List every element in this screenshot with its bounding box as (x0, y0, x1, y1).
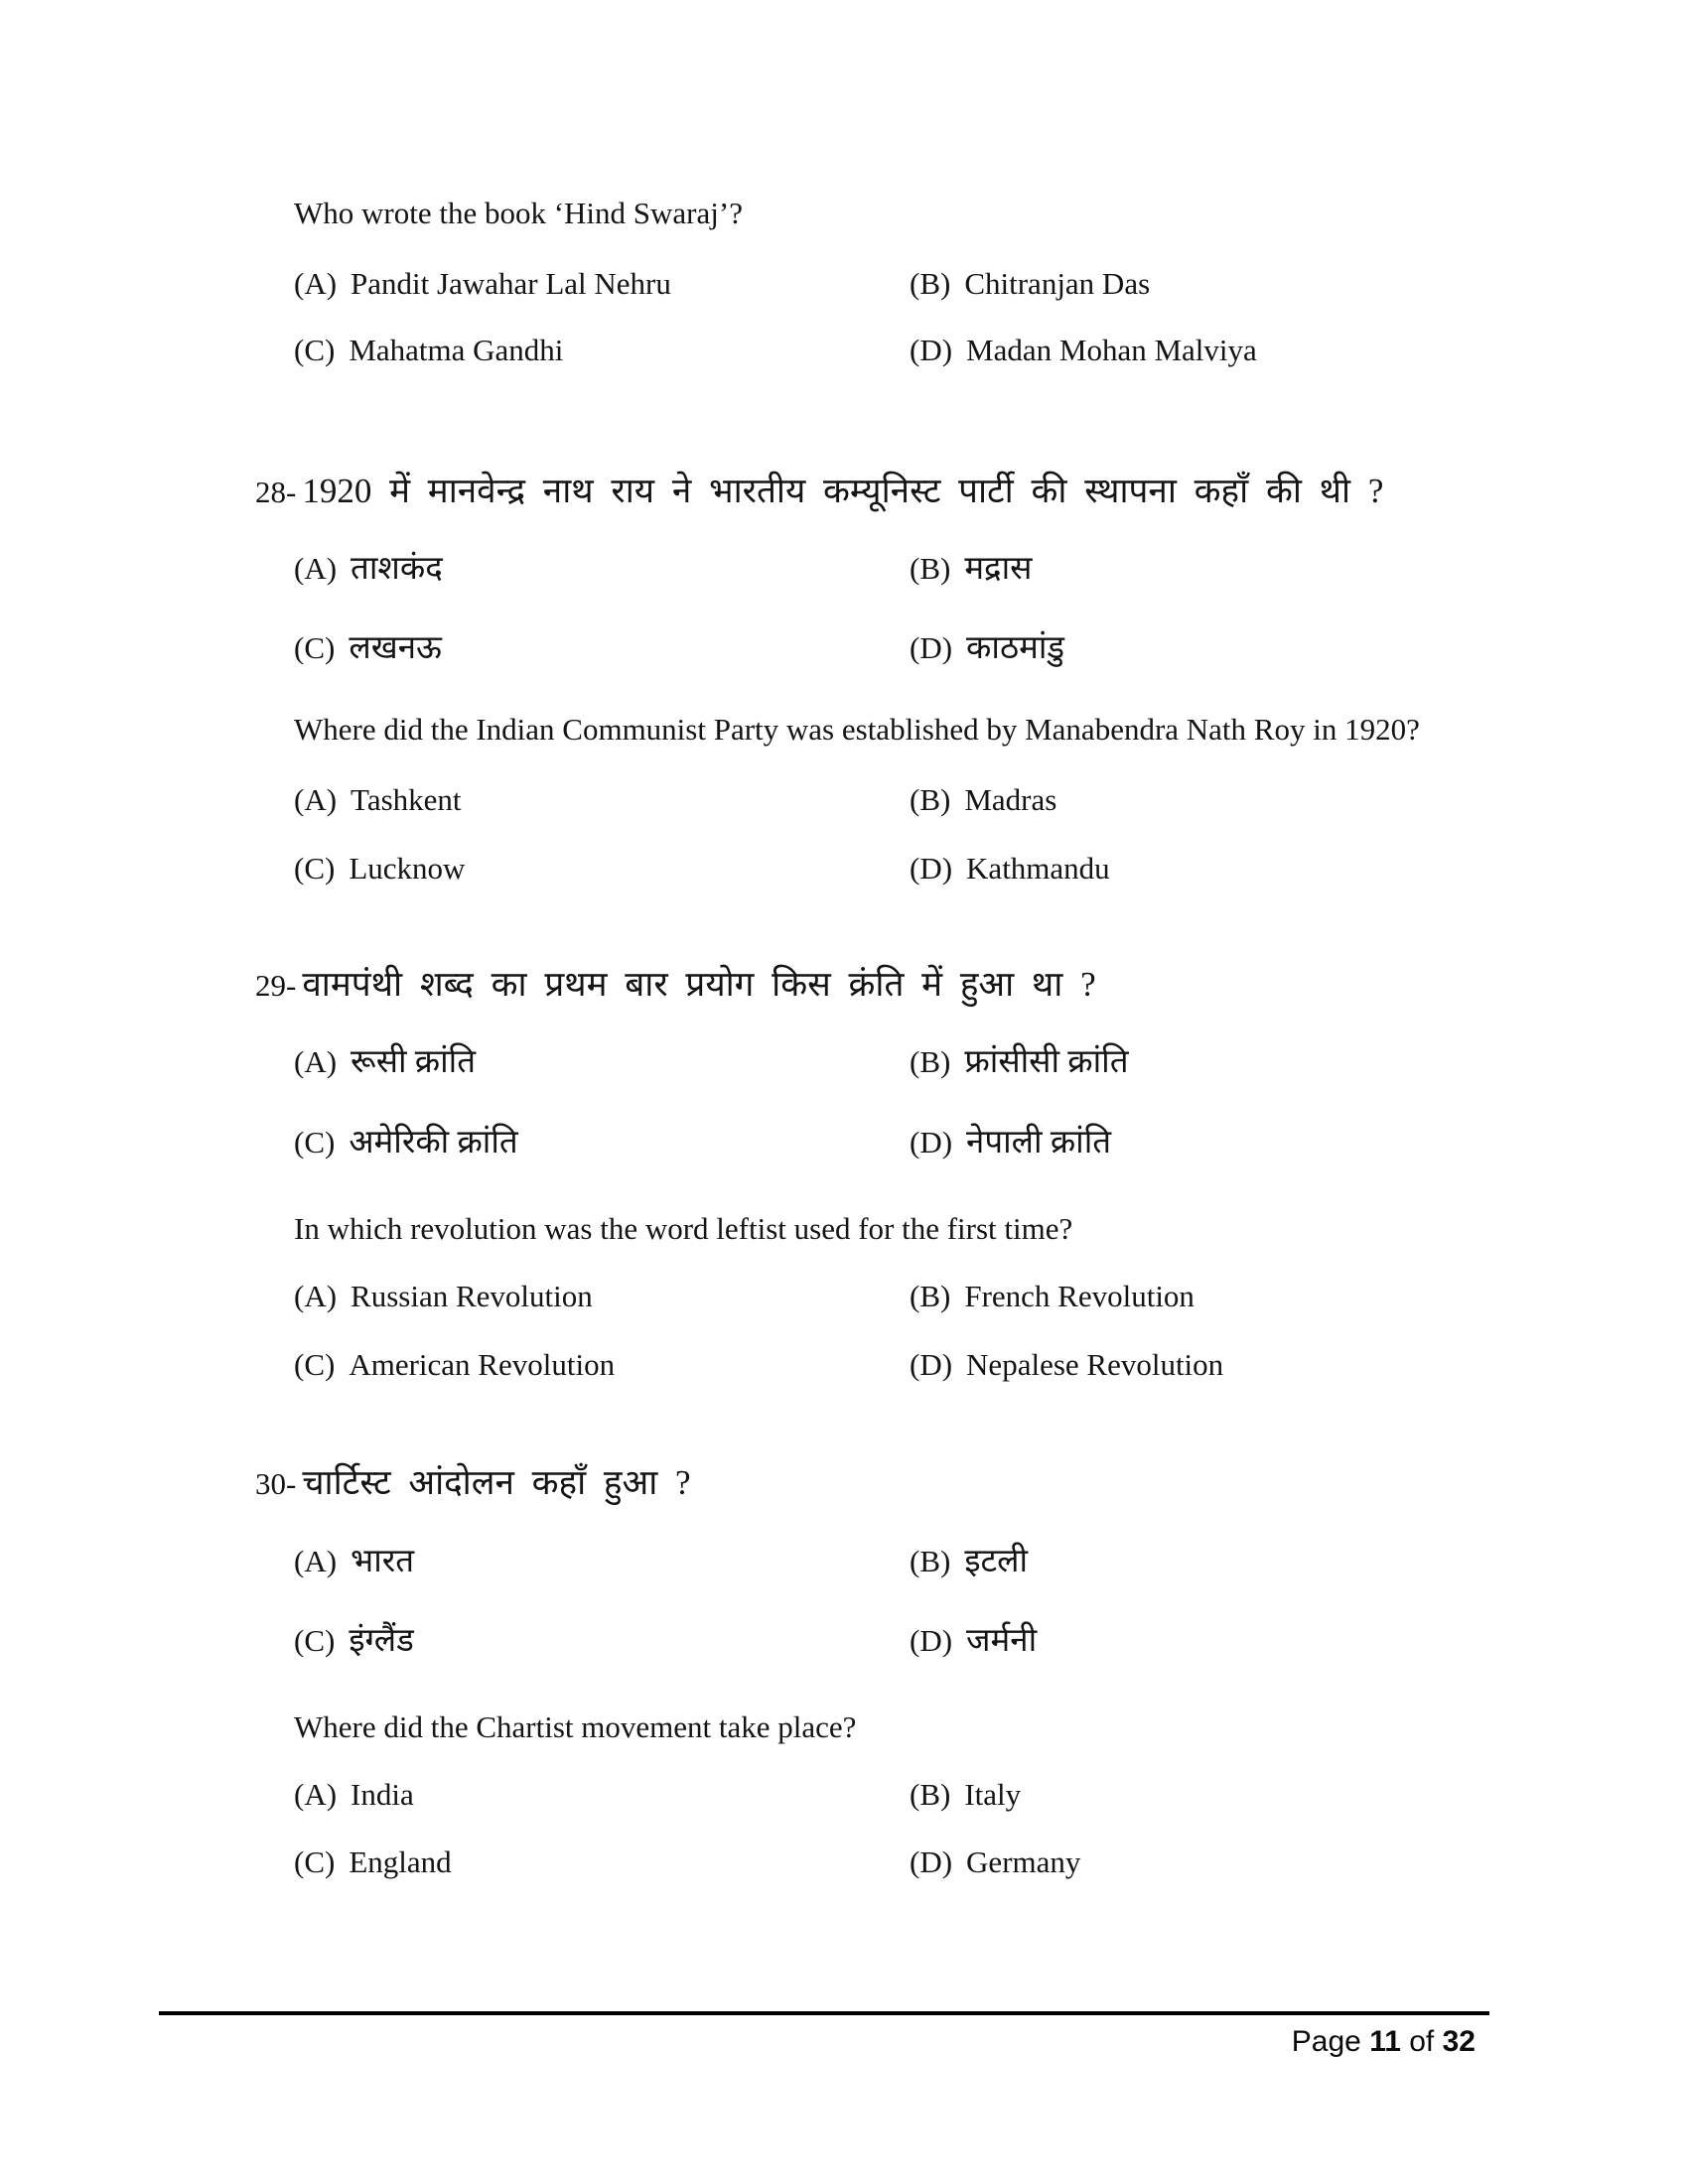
option-text: नेपाली क्रांति (966, 1125, 1112, 1160)
question-30-hindi-line (255, 1461, 691, 1505)
option-text: लखनऊ (349, 630, 442, 666)
question-29-hindi-option-a (294, 1042, 476, 1083)
question-29-hindi-option-c (294, 1123, 518, 1163)
option-text: Russian Revolution (351, 1279, 593, 1313)
footer-divider (159, 2011, 1489, 2015)
option-text: काठमांडु (966, 630, 1065, 666)
option-label-b: (B) (910, 782, 951, 817)
option-label-a: (A) (294, 1777, 338, 1812)
option-label-d: (D) (910, 630, 953, 665)
option-text: Madras (964, 782, 1057, 817)
option-label-b: (B) (910, 1279, 951, 1313)
option-text: Pandit Jawahar Lal Nehru (351, 266, 671, 301)
option-label-a: (A) (294, 1544, 338, 1578)
option-text: American Revolution (349, 1347, 616, 1382)
question-27-english-option-d (910, 332, 1257, 370)
option-label-a: (A) (294, 1279, 338, 1313)
option-label-b: (B) (910, 1044, 951, 1079)
question-29-english-option-d (910, 1346, 1223, 1385)
question-29-hindi-option-b (910, 1042, 1129, 1083)
question-30-hindi-option-b (910, 1542, 1028, 1582)
question-28-hindi-option-a (294, 549, 443, 590)
option-text: India (351, 1777, 414, 1812)
option-label-d: (D) (910, 851, 953, 886)
option-text: इटली (964, 1544, 1029, 1579)
footer-total-pages: 32 (1442, 2025, 1476, 2058)
option-text: French Revolution (964, 1279, 1195, 1313)
option-label-c: (C) (294, 1844, 336, 1879)
option-text: Nepalese Revolution (966, 1347, 1224, 1382)
option-label-c: (C) (294, 1623, 336, 1658)
footer-page-number: 11 (1369, 2025, 1401, 2058)
question-29-hindi-option-d (910, 1123, 1111, 1163)
option-text: रूसी क्रांति (351, 1044, 477, 1080)
question-29-hindi-text: वामपंथी शब्द का प्रथम बार प्रयोग किस क्रंति में हुआ था ? (302, 965, 1096, 1004)
option-label-b: (B) (910, 1777, 951, 1812)
question-28-hindi-option-b (910, 549, 1032, 590)
option-label-d: (D) (910, 1844, 953, 1879)
option-label-d: (D) (910, 1125, 953, 1160)
question-29-english-option-c (294, 1346, 615, 1385)
option-label-d: (D) (910, 1347, 953, 1382)
footer-of-word: of (1409, 2025, 1435, 2058)
question-29-english-option-a (294, 1278, 593, 1316)
question-28-english-text: Where did the Indian Communist Party was established by Manabendra Nath Roy in 1920? (294, 712, 1420, 747)
footer-page-word: Page (1291, 2025, 1361, 2058)
option-text: जर्मनी (966, 1623, 1038, 1659)
question-28-hindi-text: 1920 में मानवेन्द्र नाथ राय ने भारतीय कम्यूनिस्ट पार्टी की स्थापना कहाँ की थी ? (302, 472, 1384, 510)
question-30-english-option-d (910, 1843, 1080, 1882)
option-text: England (349, 1844, 452, 1879)
question-28-english-option-a (294, 781, 462, 820)
option-text: मद्रास (964, 551, 1033, 587)
question-27-english-option-b (910, 265, 1150, 304)
option-label-c: (C) (294, 1347, 336, 1382)
question-27-english-text: Who wrote the book ‘Hind Swaraj’? (294, 196, 743, 230)
question-30-english-option-c (294, 1843, 452, 1882)
option-text: भारत (351, 1544, 415, 1579)
option-label-d: (D) (910, 1623, 953, 1658)
option-text: Lucknow (349, 851, 466, 886)
question-29-hindi-line (255, 963, 1096, 1007)
question-30-hindi-option-d (910, 1621, 1037, 1662)
option-label-b: (B) (910, 551, 951, 586)
question-30-english-option-b (910, 1776, 1021, 1815)
option-label-c: (C) (294, 333, 336, 367)
option-text: Tashkent (351, 782, 462, 817)
question-30-hindi-text: चार्टिस्ट आंदोलन कहाँ हुआ ? (302, 1463, 691, 1502)
option-label-a: (A) (294, 1044, 338, 1079)
option-text: Mahatma Gandhi (349, 333, 564, 367)
question-29-english-text: In which revolution was the word leftist used for the first time? (294, 1211, 1073, 1246)
option-text: Chitranjan Das (964, 266, 1151, 301)
question-28-hindi-option-d (910, 628, 1064, 669)
option-text: Kathmandu (966, 851, 1110, 886)
question-30-english-text: Where did the Chartist movement take place? (294, 1709, 857, 1744)
question-29-number: 29- (255, 968, 297, 1003)
option-label-d: (D) (910, 333, 953, 367)
option-label-a: (A) (294, 266, 338, 301)
option-text: फ्रांसीसी क्रांति (964, 1044, 1129, 1080)
question-28-english-option-d (910, 850, 1110, 888)
option-text: अमेरिकी क्रांति (349, 1125, 518, 1160)
option-label-c: (C) (294, 851, 336, 886)
option-text: Italy (964, 1777, 1022, 1812)
question-30-hindi-option-c (294, 1621, 414, 1662)
page-footer (159, 2025, 1476, 2059)
question-29-english-option-b (910, 1278, 1195, 1316)
option-label-c: (C) (294, 630, 336, 665)
question-30-number: 30- (255, 1466, 297, 1501)
option-label-a: (A) (294, 551, 338, 586)
question-28-hindi-option-c (294, 628, 442, 669)
question-28-hindi-line (255, 470, 1383, 513)
option-label-b: (B) (910, 1544, 951, 1578)
option-text: इंग्लैंड (349, 1623, 414, 1659)
option-text: ताशकंद (351, 551, 443, 587)
option-label-c: (C) (294, 1125, 336, 1160)
question-27-english-option-a (294, 265, 671, 304)
option-label-a: (A) (294, 782, 338, 817)
question-28-number: 28- (255, 475, 297, 509)
question-30-hindi-option-a (294, 1542, 414, 1582)
question-28-english-option-b (910, 781, 1056, 820)
option-text: Germany (966, 1844, 1081, 1879)
question-30-english-option-a (294, 1776, 414, 1815)
option-text: Madan Mohan Malviya (966, 333, 1257, 367)
question-27-english-option-c (294, 332, 563, 370)
question-28-english-option-c (294, 850, 465, 888)
option-label-b: (B) (910, 266, 951, 301)
